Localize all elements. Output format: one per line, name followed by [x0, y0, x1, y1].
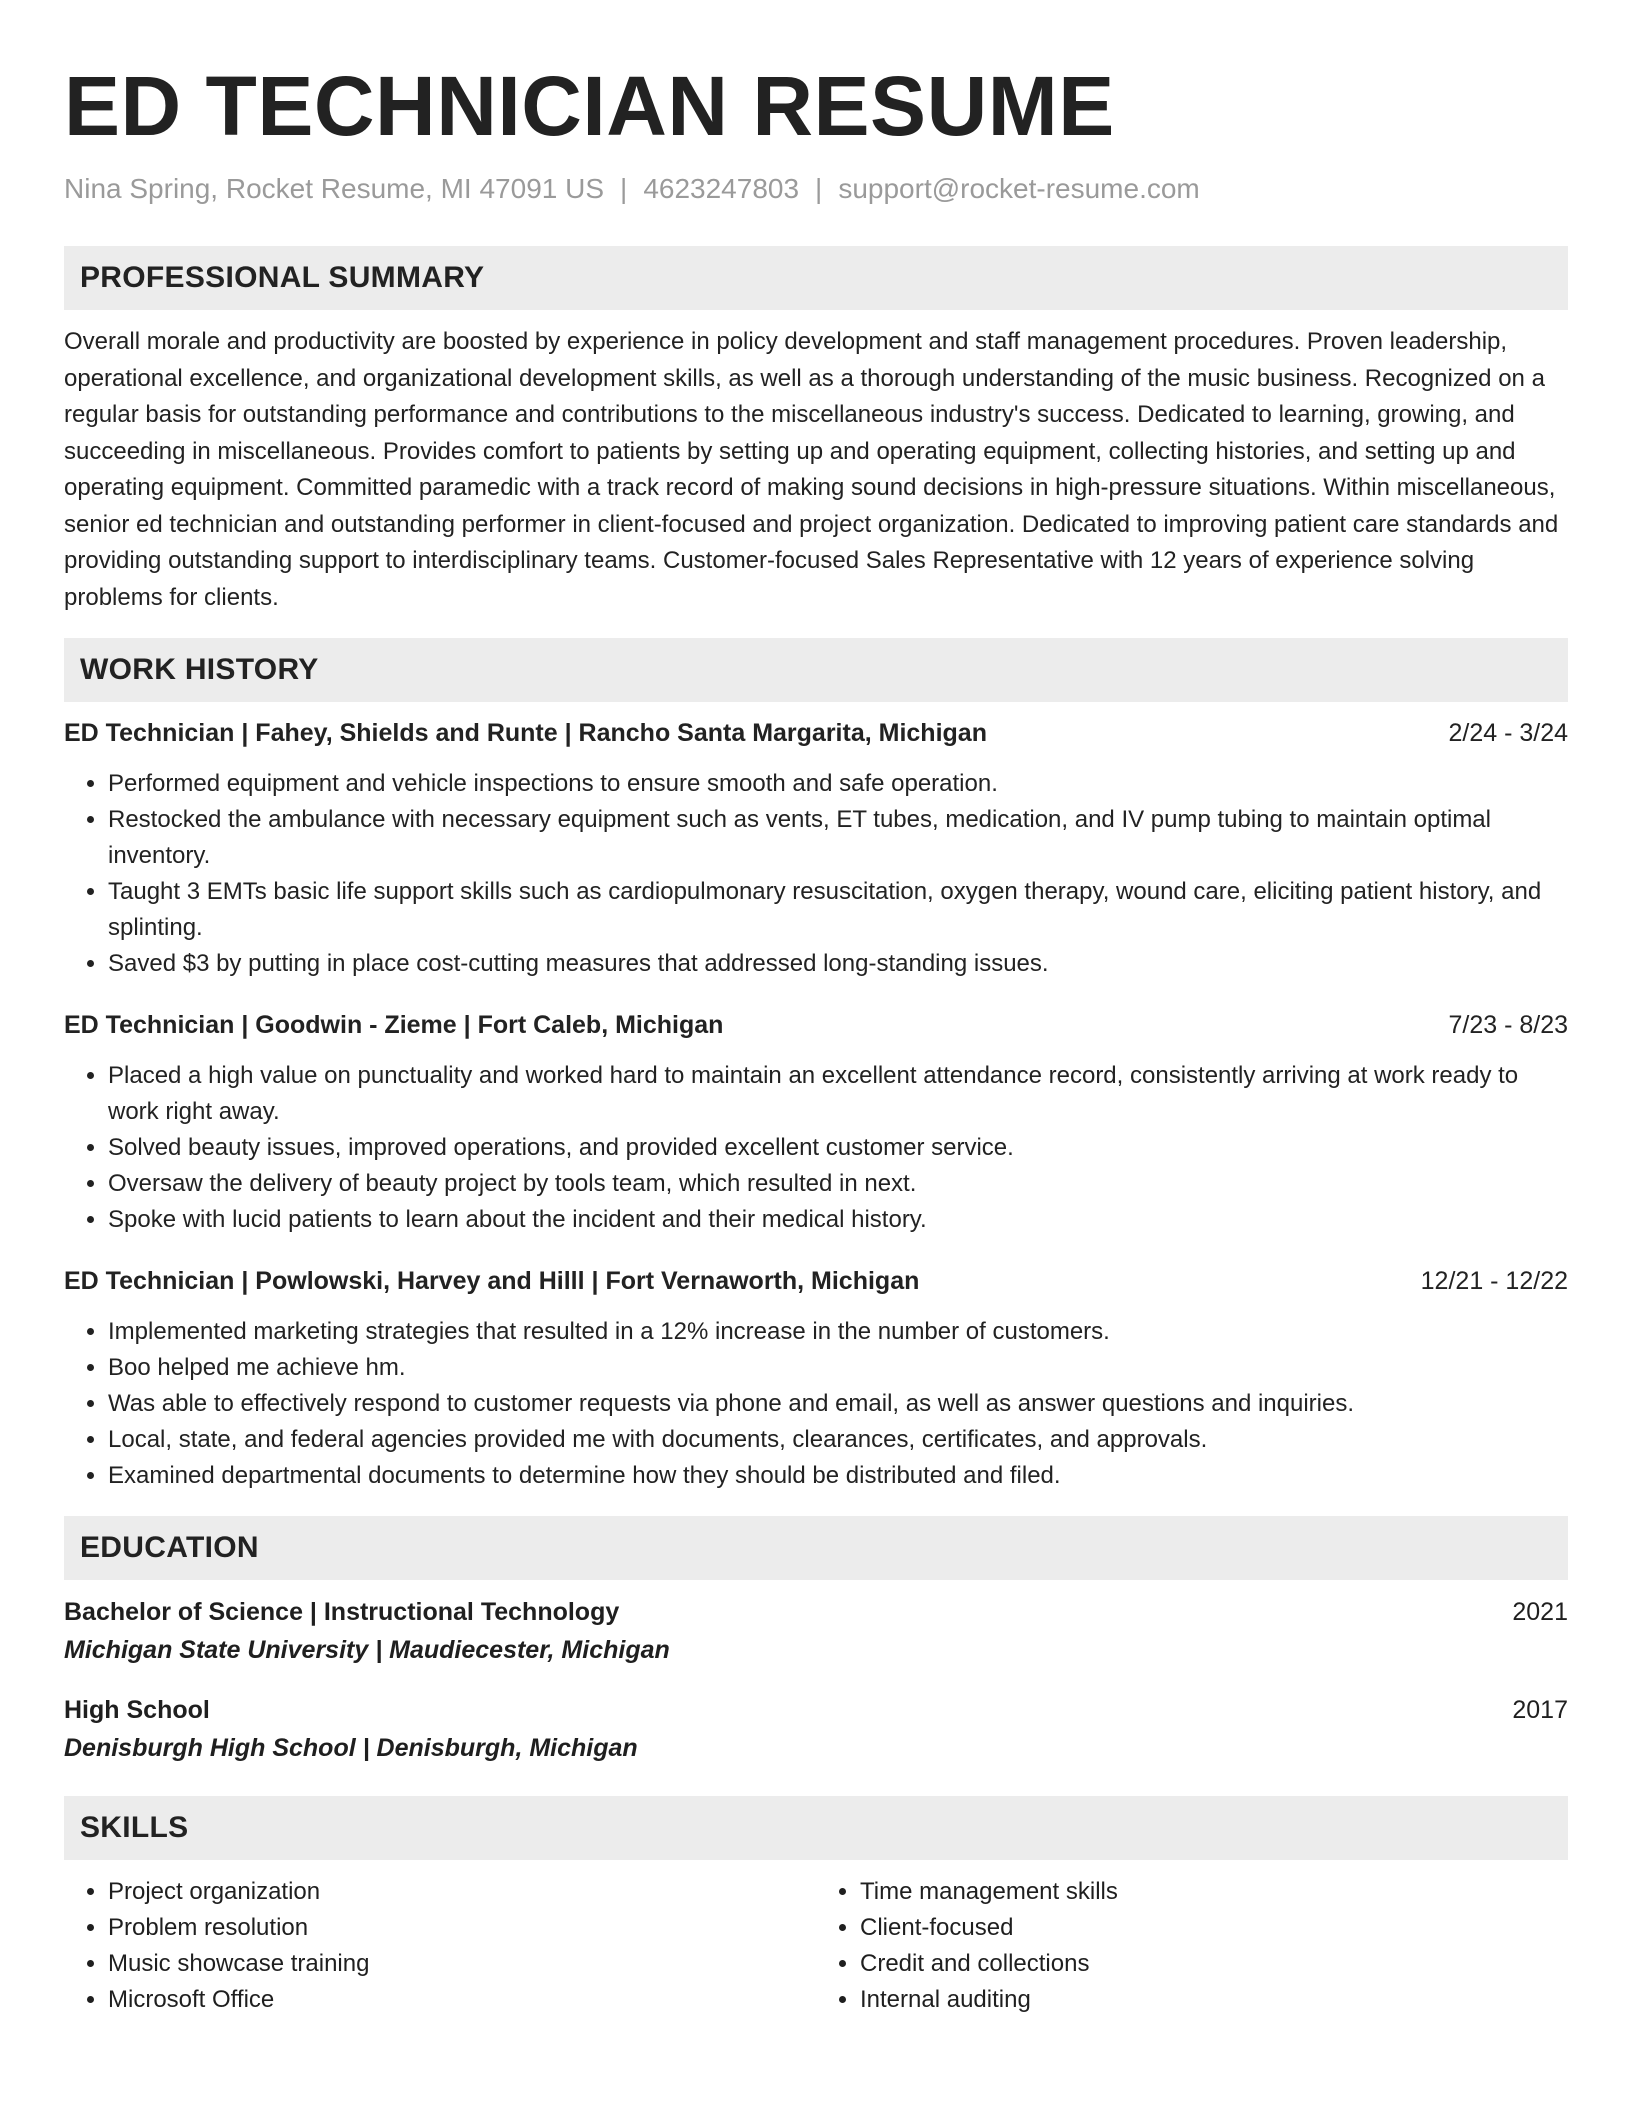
education-school: Denisburgh High School | Denisburgh, Michigan [64, 1734, 638, 1762]
list-item: • Was able to effectively respond to customer requests via phone and email, as well as answer questions and inquiries. [108, 1386, 1568, 1422]
education-header [64, 1594, 1568, 1630]
job-header [64, 1008, 1568, 1042]
education-entry [64, 1692, 1568, 1768]
list-item: • Oversaw the delivery of beauty project by tools team, which resulted in next. [108, 1166, 1568, 1202]
education-school: Michigan State University | Maudiecester, Michigan [64, 1636, 670, 1664]
summary-text: Overall morale and productivity are boosted by experience in policy development and staff management procedures. Proven leadership, operational excellence, and organizational development skills, as well as a thorough understanding of the music business. Recognized on a regular basis for outstanding performance and contributions to the miscellaneous industry's success. Dedicated to learning, growing, and succeeding in miscellaneous. Provides comfort to patients by setting up and operating equipment, collecting histories, and setting up and operating equipment. Committed paramedic with a track record of making sound decisions in high-pressure situations. Within miscellaneous, senior ed technician and outstanding performer in client-focused and project organization. Dedicated to improving patient care standards and providing outstanding support to interdisciplinary teams. Customer-focused Sales Representative with 12 years of experience solving problems for clients. [64, 328, 1559, 611]
skills-column-right [816, 1874, 1568, 2018]
job-entry [64, 1264, 1568, 1494]
job-dates: 7/23 - 8/23 [1448, 1011, 1568, 1039]
resume-title: ED TECHNICIAN RESUME [64, 59, 1115, 153]
job-title: ED Technician | Powlowski, Harvey and Hilll | Fort Vernaworth, Michigan [64, 1267, 920, 1295]
job-title: ED Technician | Goodwin - Zieme | Fort Caleb, Michigan [64, 1011, 724, 1039]
list-item: • Restocked the ambulance with necessary equipment such as vents, ET tubes, medication, and IV pump tubing to maintain optimal inventory. [108, 802, 1568, 874]
section-header-education: EDUCATION [64, 1516, 1568, 1580]
list-item: • Solved beauty issues, improved operations, and provided excellent customer service. [108, 1130, 1568, 1166]
skill-item: • Internal auditing [860, 1982, 1568, 2018]
list-item: • Spoke with lucid patients to learn about the incident and their medical history. [108, 1202, 1568, 1238]
job-entry [64, 716, 1568, 982]
skill-item: • Time management skills [860, 1874, 1568, 1910]
contact-email[interactable]: support@rocket-resume.com [838, 173, 1200, 204]
skill-item: • Client-focused [860, 1910, 1568, 1946]
list-item: • Implemented marketing strategies that resulted in a 12% increase in the number of customers. [108, 1314, 1568, 1350]
skill-item: • Problem resolution [108, 1910, 816, 1946]
section-header-summary: PROFESSIONAL SUMMARY [64, 246, 1568, 310]
job-dates: 2/24 - 3/24 [1448, 719, 1568, 747]
education-degree: High School [64, 1696, 210, 1724]
job-header [64, 1264, 1568, 1298]
education-year: 2017 [1512, 1696, 1568, 1724]
contact-phone: 4623247803 [643, 173, 800, 204]
job-header [64, 716, 1568, 750]
section-header-work-history: WORK HISTORY [64, 638, 1568, 702]
section-header-skills: SKILLS [64, 1796, 1568, 1860]
list-item: • Placed a high value on punctuality and worked hard to maintain an excellent attendance record, consistently arriving at work ready to work right away. [108, 1058, 1568, 1130]
list-item: • Performed equipment and vehicle inspections to ensure smooth and safe operation. [108, 766, 1568, 802]
list-item: • Local, state, and federal agencies provided me with documents, clearances, certificates, and approvals. [108, 1422, 1568, 1458]
skill-item: • Microsoft Office [108, 1982, 816, 2018]
contact-separator: | [815, 173, 823, 204]
job-bullets [64, 766, 1568, 982]
skill-item: • Credit and collections [860, 1946, 1568, 1982]
job-bullets [64, 1314, 1568, 1494]
education-entry [64, 1594, 1568, 1670]
education-degree: Bachelor of Science | Instructional Technology [64, 1598, 620, 1626]
job-dates: 12/21 - 12/22 [1420, 1267, 1568, 1295]
list-item: • Examined departmental documents to determine how they should be distributed and filed. [108, 1458, 1568, 1494]
list-item: • Saved $3 by putting in place cost-cutting measures that addressed long-standing issues. [108, 946, 1568, 982]
contact-address: Nina Spring, Rocket Resume, MI 47091 US [64, 173, 605, 204]
skill-item: • Music showcase training [108, 1946, 816, 1982]
job-title: ED Technician | Fahey, Shields and Runte | Rancho Santa Margarita, Michigan [64, 719, 987, 747]
contact-line [64, 170, 1568, 208]
education-year: 2021 [1512, 1598, 1568, 1626]
list-item: • Taught 3 EMTs basic life support skills such as cardiopulmonary resuscitation, oxygen therapy, wound care, eliciting patient history, and splinting. [108, 874, 1568, 946]
skills-column-left [64, 1874, 816, 2018]
job-entry [64, 1008, 1568, 1238]
skill-item: • Project organization [108, 1874, 816, 1910]
education-header [64, 1692, 1568, 1728]
job-bullets [64, 1058, 1568, 1238]
list-item: • Boo helped me achieve hm. [108, 1350, 1568, 1386]
skills-grid [64, 1874, 1568, 2018]
contact-separator: | [620, 173, 628, 204]
